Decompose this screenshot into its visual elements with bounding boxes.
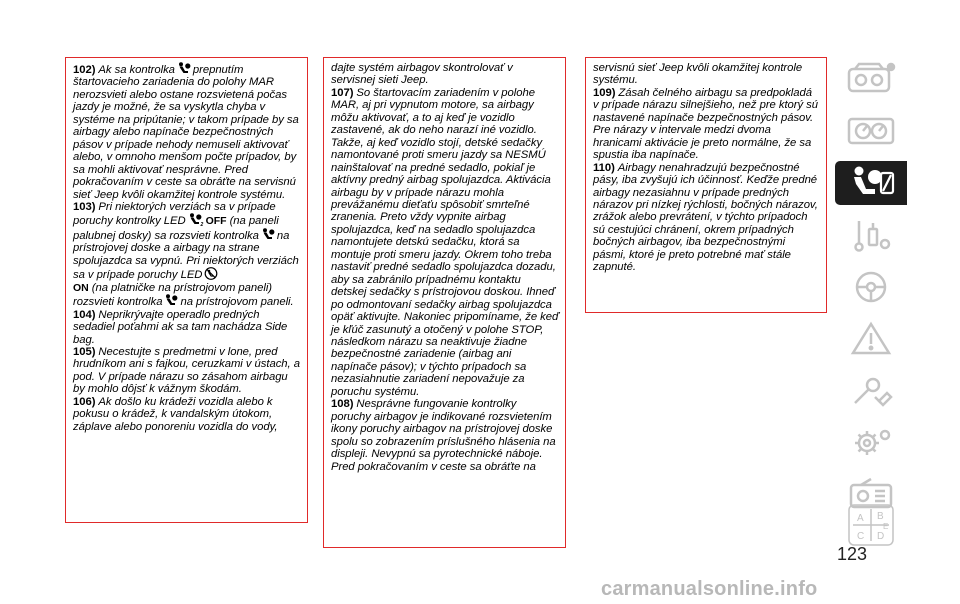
off-label: OFF <box>205 215 227 228</box>
index-letter-a: A <box>857 513 864 524</box>
note-number: 108) <box>331 398 354 411</box>
note-number: 104) <box>73 308 96 321</box>
index-letter-e: E <box>883 522 889 531</box>
note-103 <box>73 201 301 309</box>
text-column-1 <box>65 57 308 523</box>
airbag-warning-icon <box>164 294 178 307</box>
airbag-safety-icon[interactable] <box>835 161 907 205</box>
note-text: Nesprávne fungovanie kontrolky poruchy airbagov je indikované rozsvietením ikony poruchy airbagov na prístrojovej doske spolu so zobrazením príslušného hlásenia na displeji. Nevypnú sa pyrotechnické náboje. Pred pokračovaním v ceste sa obráťte na <box>331 398 556 473</box>
note-text: Necestujte s predmetmi v lone, pred hrudníkom ani s fajkou, ceruzkami v ústach, a pod. V prípade nárazu so zásahom airbagu by mohlo dôjsť k vážnym škodám. <box>73 345 300 396</box>
dashboard-gauges-icon[interactable] <box>835 109 907 153</box>
index-letter-c: C <box>857 531 865 542</box>
note-text: (na platničke na prístrojovom paneli) rozsvieti kontrolka <box>73 281 272 309</box>
note-106 <box>73 396 301 433</box>
note-text: Ak sa kontrolka <box>98 64 175 76</box>
note-number: 105) <box>73 345 96 358</box>
tools-service-icon[interactable] <box>835 369 907 413</box>
airbag-warning-icon <box>177 62 191 75</box>
note-number: 102) <box>73 64 96 76</box>
note-text: Ak došlo ku krádeži vozidla alebo k pokusu o krádež, k vandalským útokom, záplave alebo ponoreniu vozidla do vody, <box>73 395 278 433</box>
car-dashboard-icon[interactable] <box>835 57 907 101</box>
gear-specs-icon[interactable] <box>835 421 907 465</box>
index-letter-b: B <box>877 511 884 522</box>
svg-text:2: 2 <box>200 222 203 227</box>
note-number: 103) <box>73 200 96 213</box>
warning-triangle-icon[interactable] <box>835 317 907 361</box>
note-number: 109) <box>593 86 616 99</box>
note-109 <box>593 87 820 162</box>
note-text: (na paneli palubnej dosky) sa rozsvieti kontrolka <box>73 215 279 242</box>
text-column-2 <box>323 57 566 548</box>
note-108 <box>331 398 559 473</box>
note-text: na prístrojovej doske a airbagy na strane spolujazdca sa vypnú. Pri niektorých verziách sa v prípade poruchy LED <box>73 229 299 282</box>
steering-wheel-icon[interactable] <box>835 265 907 309</box>
note-107 <box>331 87 559 398</box>
note-number: 107) <box>331 86 354 99</box>
note-continuation: servisnú sieť Jeep kvôli okamžitej kontrole systému. <box>593 62 803 87</box>
passenger-airbag-icon <box>188 213 204 226</box>
note-105 <box>73 346 301 396</box>
note-102 <box>73 62 301 201</box>
note-110 <box>593 162 820 274</box>
note-text: na prístrojovom paneli. <box>180 296 294 309</box>
note-text: So štartovacím zariadením v polohe MAR, aj pri vypnutom motore, sa airbagy môžu aktivovať, a to aj keď je vozidlo zastavené, ak do neho narazí iné vozidlo. Takže, aj keď vozidlo stojí, detské sedačky namontované proti smeru jazdy sa NESMÚ nainštalovať na predné sedadlo, pokiaľ je aktívny predný airbag spolujazdca. Aktivácia airbagu by v prípade nárazu mohla prevážanému dieťaťu spôsobiť smrteľné zranenia. Preto vždy vypnite airbag spolujazdca, keď na sedadlo spolujazdca namontujete detskú sedačku, ktorá sa montuje proti smeru jazdy. Okrem toho treba nastaviť predné sedadlo spolujazdca dozadu, aby sa zabránilo prípadnému kontaktu detskej sedačky s prístrojovou doskou. Ihneď po odmontovaní sedačky airbag spolujazdca opäť aktivujte. Nakoniec pripomíname, že keď je kľúč zasunutý a otočený v polohe STOP, následkom nárazu sa neaktivuje žiadne bezpečnostné zariadenie (airbag ani napínače pásov); v týchto prípadoch sa nezasiahnutie zariadení nepovažuje za poruchu systému. <box>331 86 560 398</box>
note-number: 106) <box>73 395 96 408</box>
text-column-3 <box>585 57 827 313</box>
airbag-warning-icon <box>261 228 275 241</box>
note-text: Pri niektorých verziách sa v prípade poruchy kontrolky LED <box>73 200 276 228</box>
note-continuation: dajte systém airbagov skontrolovať v servisnej sieti Jeep. <box>331 62 513 87</box>
key-wrench-icon[interactable] <box>835 213 907 257</box>
note-text: Airbagy nenahradzujú bezpečnostné pásy, iba zvyšujú ich účinnosť. Keďže predné airbagy nezasiahnu v prípade predných nárazov pri nízkej rýchlosti, bočných nárazov, zrážok alebo prevrátení, v týchto prípadoch sú cestujúci chránení, okrem prípadných bočných airbagov, iba bezpečnostnými pásmi, ktoré je preto potrebné mať stále zapnuté. <box>593 161 818 274</box>
note-text: prepnutím štartovacieho zariadenia do polohy MAR nerozsvieti alebo ostane rozsvietená počas jazdy je možné, že sa vyskytla chyba v systéme na pripútanie; v takom prípade by sa airbagy alebo napínače bezpečnostných pásov v prípade nehody nemuseli aktivovať alebo, v omnoho menšom počte prípadov, by sa mohli aktivovať nesprávne. Pred pokračovaním v ceste sa obráťte na servisnú sieť Jeep kvôli okamžitej kontrole systému. <box>73 64 299 201</box>
index-letter-d: D <box>877 531 885 542</box>
passenger-airbag-off-icon <box>204 267 218 280</box>
note-text: Zásah čelného airbagu sa predpokladá v prípade nárazu silnejšieho, než pre ktorý sú nastavené napínače bezpečnostných pásov. Pre nárazy v intervale medzi dvoma hranicami aktivácie je preto normálne, že sa spustia iba napínače. <box>593 86 819 162</box>
note-104 <box>73 309 301 346</box>
page-number: 123 <box>836 544 868 564</box>
index-letters-icon[interactable] <box>835 503 907 547</box>
on-label: ON <box>73 281 89 294</box>
note-number: 110) <box>593 161 615 174</box>
watermark: carmanualsonline.info <box>601 578 818 600</box>
note-text: Neprikrývajte operadlo predných sedadiel poťahmi ak sa tam nachádza Side bag. <box>73 308 288 346</box>
